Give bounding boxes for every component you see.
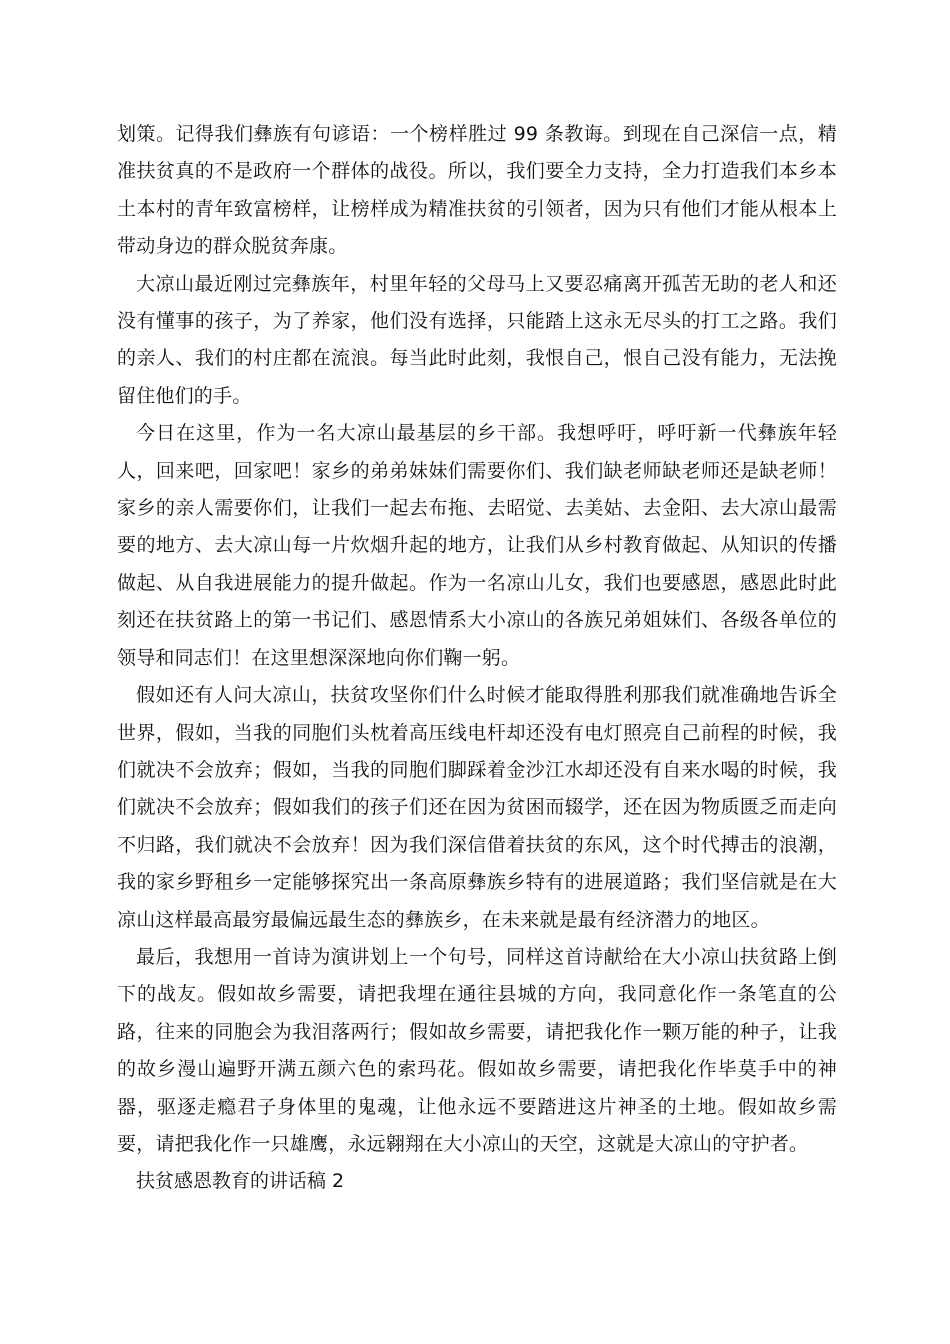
document-page	[117, 116, 837, 1201]
paragraph-3: 今日在这里，作为一名大凉山最基层的乡干部。我想呼吁，呼吁新一代彝族年轻人，回来吧，回家吧！家乡的弟弟妹妹们需要你们、我们缺老师缺老师还是缺老师！家乡的亲人需要你们，让我们一起去布拖、去昭觉、去美姑、去金阳、去大凉山最需要的地方、去大凉山每一片炊烟升起的地方，让我们从乡村教育做起、从知识的传播做起、从自我进展能力的提升做起。作为一名凉山儿女，我们也要感恩，感恩此时此刻还在扶贫路上的第一书记们、感恩情系大小凉山的各族兄弟姐妹们、各级各单位的领导和同志们！在这里想深深地向你们鞠一躬。	[117, 422, 837, 669]
paragraph-2: 大凉山最近刚过完彝族年，村里年轻的父母马上又要忍痛离开孤苦无助的老人和还没有懂事的孩子，为了养家，他们没有选择，只能踏上这永无尽头的打工之路。我们的亲人、我们的村庄都在流浪。每当此时此刻，我恨自己，恨自己没有能力，无法挽留住他们的手。	[117, 272, 837, 407]
paragraph-4: 假如还有人问大凉山，扶贫攻坚你们什么时候才能取得胜利那我们就准确地告诉全世界，假如，当我的同胞们头枕着高压线电杆却还没有电灯照亮自己前程的时候，我们就决不会放弃；假如，当我的同胞们脚踩着金沙江水却还没有自来水喝的时候，我们就决不会放弃；假如我们的孩子们还在因为贫困而辍学，还在因为物质匮乏而走向不归路，我们就决不会放弃！因为我们深信借着扶贫的东风，这个时代搏击的浪潮，我的家乡野租乡一定能够探究出一条高原彝族乡特有的进展道路；我们坚信就是在大凉山这样最高最穷最偏远最生态的彝族乡，在未来就是最有经济潜力的地区。	[117, 684, 837, 931]
paragraph-5: 最后，我想用一首诗为演讲划上一个句号，同样这首诗献给在大小凉山扶贫路上倒下的战友。假如故乡需要，请把我埋在通往县城的方向，我同意化作一条笔直的公路，往来的同胞会为我泪落两行；假如故乡需要，请把我化作一颗万能的种子，让我的故乡漫山遍野开满五颜六色的索玛花。假如故乡需要，请把我化作毕莫手中的神器，驱逐走瘾君子身体里的鬼魂，让他永远不要踏进这片神圣的土地。假如故乡需要，请把我化作一只雄鹰，永远翱翔在大小凉山的天空，这就是大凉山的守护者。	[117, 945, 837, 1155]
paragraph-1: 划策。记得我们彝族有句谚语：一个榜样胜过 99 条教诲。到现在自己深信一点，精准扶贫真的不是政府一个群体的战役。所以，我们要全力支持，全力打造我们本乡本土本村的青年致富榜样，让榜样成为精准扶贫的引领者，因为只有他们才能从根本上带动身边的群众脱贫奔康。	[117, 123, 837, 258]
section-heading: 扶贫感恩教育的讲话稿 2	[136, 1170, 345, 1193]
